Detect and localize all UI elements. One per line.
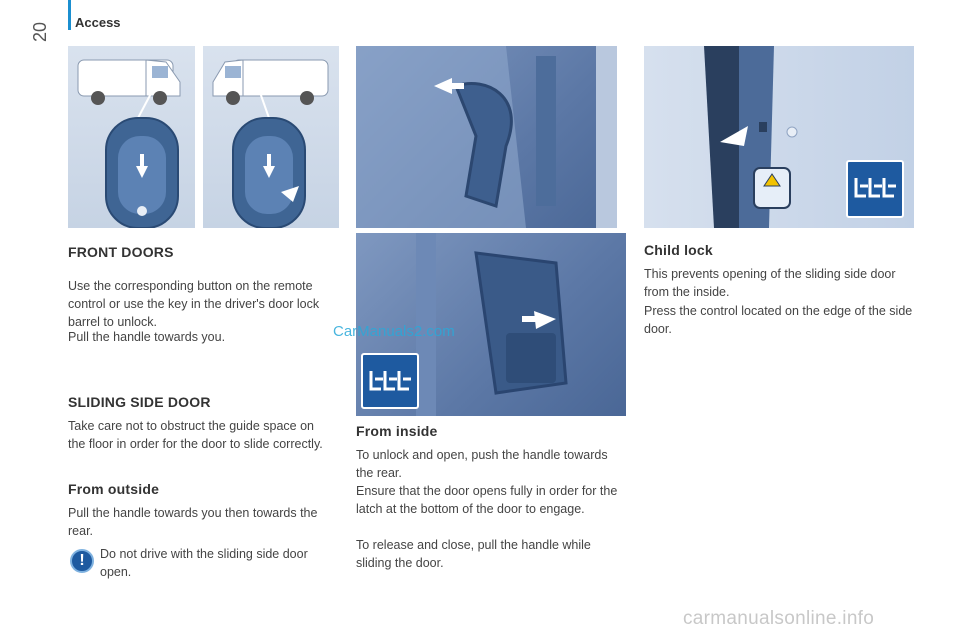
child-seats-icon <box>848 162 902 216</box>
child-seat-badge <box>846 160 904 218</box>
front-door-handle-image-left <box>68 46 195 228</box>
child-lock-para2: Press the control located on the edge of the side door. <box>644 304 913 336</box>
interior-handle-image-top <box>356 46 617 228</box>
from-inside-para2: Ensure that the door opens fully in order for the latch at the bottom of the door to engage. <box>356 484 618 516</box>
from-outside-warning: Do not drive with the sliding side door open. <box>100 547 308 579</box>
from-inside-para1: To unlock and open, push the handle towards the rear. <box>356 448 608 480</box>
front-doors-para1: Use the corresponding button on the remote control or use the key in the driver's door lock barrel to unlock. <box>68 279 320 329</box>
watermark-mid: CarManuals2.com <box>333 323 455 340</box>
section-title: Access <box>75 15 121 30</box>
child-seat-badge <box>361 353 419 409</box>
sliding-door-heading: SLIDING SIDE DOOR <box>68 394 211 410</box>
child-lock-image <box>644 46 914 228</box>
front-door-handle-image-right <box>203 46 339 228</box>
front-doors-para2: Pull the handle towards you. <box>68 330 226 344</box>
from-outside-heading: From outside <box>68 481 160 497</box>
header-accent-bar <box>68 0 71 30</box>
watermark-bottom: carmanualsonline.info <box>683 608 875 629</box>
sliding-door-para1: Take care not to obstruct the guide space on the floor in order for the door to slide correctly. <box>68 419 323 451</box>
child-seats-icon <box>363 355 417 407</box>
child-lock-para1: This prevents opening of the sliding side door from the inside. <box>644 267 896 299</box>
van-handle-illustration <box>68 46 195 228</box>
exclamation-icon: ! <box>70 549 94 573</box>
from-outside-para1: Pull the handle towards you then towards the rear. <box>68 506 318 538</box>
from-inside-heading: From inside <box>356 423 438 439</box>
from-inside-para3: To release and close, pull the handle while sliding the door. <box>356 538 591 570</box>
page-number: 20 <box>30 21 50 42</box>
door-handle-illustration <box>356 46 617 228</box>
van-handle-illustration <box>203 46 339 228</box>
front-doors-heading: FRONT DOORS <box>68 244 174 260</box>
child-lock-heading: Child lock <box>644 242 713 258</box>
